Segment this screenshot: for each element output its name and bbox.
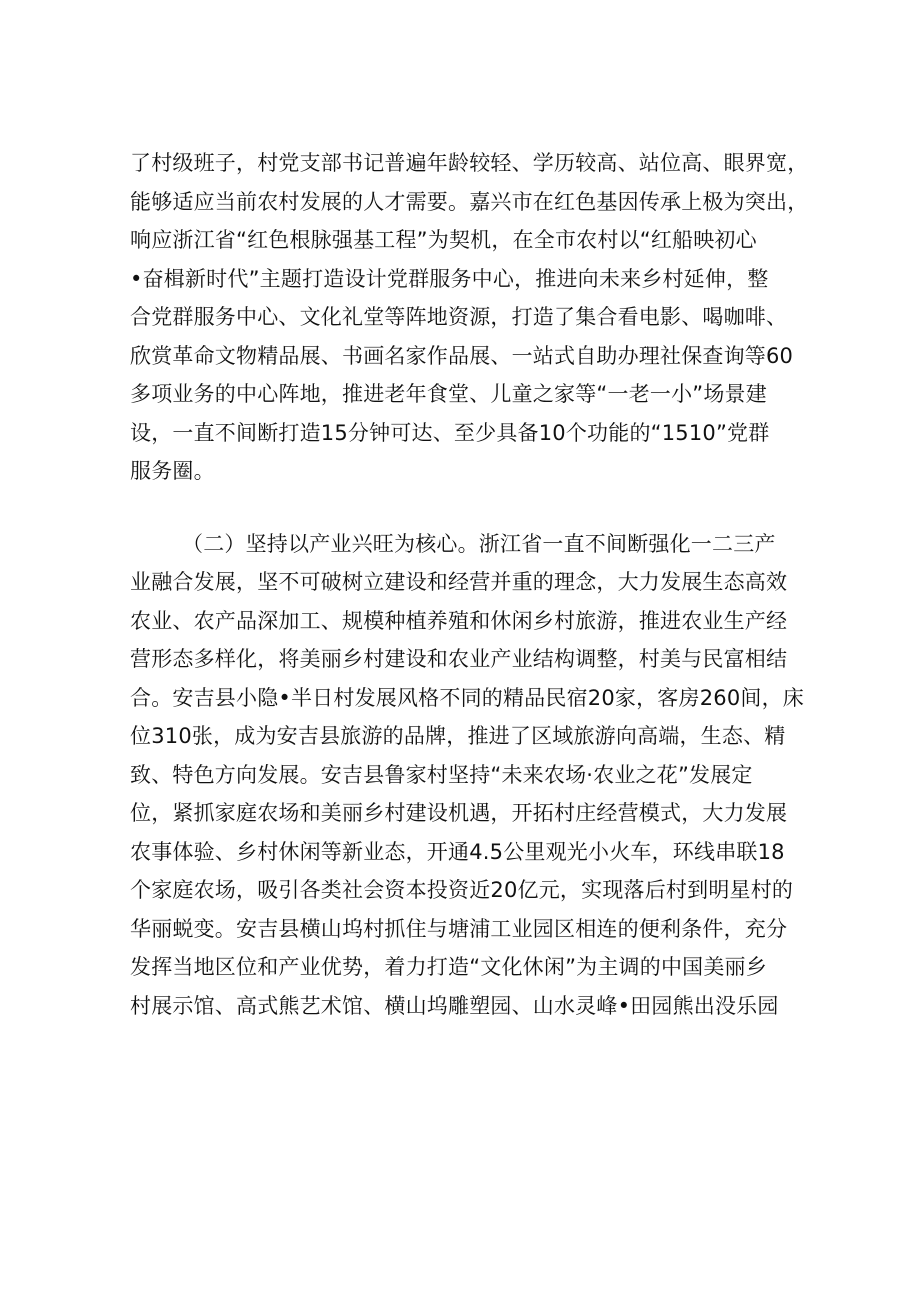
paragraph-line: 致、特色方向发展。安吉县鲁家村坚持“未来农场·农业之花”发展定 bbox=[130, 762, 753, 787]
paragraph-line: 华丽蜕变。安吉县横山坞村抓住与塘浦工业园区相连的便利条件，充分 bbox=[130, 916, 788, 941]
paragraph-line: 合。安吉县小隐•半日村发展风格不同的精品民宿20家，客房260间，床 bbox=[130, 685, 804, 710]
paragraph-line: 业融合发展，坚不可破树立建设和经营并重的理念，大力发展生态高效 bbox=[130, 570, 788, 594]
paragraph-line: 农业、农产品深加工、规模种植养殖和休闲乡村旅游，推进农业生产经 bbox=[130, 608, 788, 633]
paragraph-line: 位，紧抓家庭农场和美丽乡村建设机遇，开拓村庄经营模式，大力发展 bbox=[130, 801, 788, 825]
paragraph-line: •奋楫新时代”主题打造设计党群服务中心，推进向未来乡村延伸，整 bbox=[130, 266, 769, 291]
paragraph-line: 服务圈。 bbox=[130, 459, 215, 483]
paragraph-line: 能够适应当前农村发展的人才需要。嘉兴市在红色基因传承上极为突出， bbox=[130, 189, 809, 214]
paragraph-line: 多项业务的中心阵地，推进老年食堂、儿童之家等“一老一小”场景建 bbox=[130, 382, 767, 406]
paragraph-2 bbox=[130, 525, 804, 1026]
paragraph-line: 欣赏革命文物精品展、书画名家作品展、一站式自助办理社保查询等60 bbox=[130, 343, 794, 368]
paragraph-line: 营形态多样化，将美丽乡村建设和农业产业结构调整，村美与民富相结 bbox=[130, 647, 788, 671]
paragraph-line: 设，一直不间断打造15分钟可达、至少具备10个功能的“1510”党群 bbox=[130, 420, 770, 445]
paragraph-line: 位310张，成为安吉县旅游的品牌，推进了区域旅游向高端，生态、精 bbox=[130, 724, 786, 748]
paragraph-line: 合党群服务中心、文化礼堂等阵地资源，打造了集合看电影、喝咖啡、 bbox=[130, 305, 788, 329]
paragraph-line: 发挥当地区位和产业优势，着力打造“文化休闲”为主调的中国美丽乡 bbox=[130, 955, 767, 979]
paragraph-gap bbox=[130, 491, 790, 525]
paragraph-line: 了村级班子，村党支部书记普遍年龄较轻、学历较高、站位高、眼界宽， bbox=[130, 151, 809, 175]
paragraph-line: 村展示馆、高式熊艺术馆、横山坞雕塑园、山水灵峰•田园熊出没乐园 bbox=[130, 993, 779, 1018]
paragraph-line: 农事体验、乡村休闲等新业态，开通4.5公里观光小火车，环线串联18 bbox=[130, 839, 785, 864]
paragraph-line: 响应浙江省“红色根脉强基工程”为契机，在全市农村以“红船映初心 bbox=[130, 228, 757, 252]
paragraph-line: 个家庭农场，吸引各类社会资本投资近20亿元，实现落后村到明星村的 bbox=[130, 878, 794, 902]
section-heading-line: （二）坚持以产业兴旺为核心。浙江省一直不间断强化一二三产 bbox=[182, 531, 776, 556]
paragraph-1 bbox=[130, 144, 809, 491]
body-text bbox=[130, 144, 809, 1025]
